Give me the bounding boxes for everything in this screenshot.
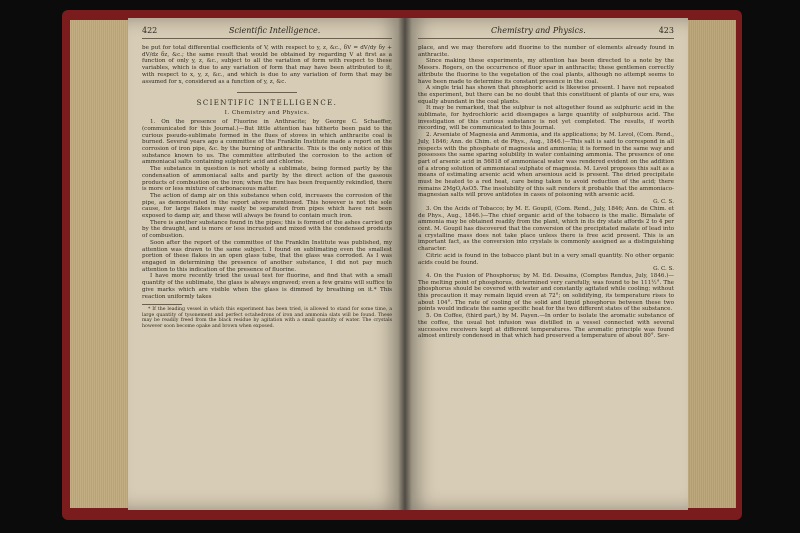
intro-paragraph: be put for total differential coefficients of V, with respect to y, z, &c., δV = dV/dy δy + dV/dz δz, &c.; the same result that would be obtained by regarding V at first as a function of only y, z, &c., subject to all the variation of form with respect to these variables, which is due to any variation of form that may have been attributed to it, with respect to x, y, z, &c., and which is due to any variation of form that may be assumed for x, considered as a function of y, z, &c. bbox=[142, 45, 392, 85]
footnote: * If the leading vessel in which this experiment has been tried, is allowed to stand for some time, a large quantity of tysonement and perfect octahedrons of iron and ammonia slats will be found. These may be readily freed from the black residue by agitation with a small quantity of water. The crystals however soon become opake and brown when exposed. bbox=[142, 307, 392, 329]
signature: G. C. S. bbox=[653, 199, 674, 206]
article-paragraph: place, and we may therefore add fluorine to the number of elements already found in anthracite. bbox=[418, 45, 674, 58]
page-edges-right bbox=[686, 20, 736, 508]
article-paragraph: 2. Arseniate of Magnesia and Ammonia, and its applications; by M. Levol, (Com. Rend., July, 1846; Ann. de Chim. et de Phys., Aug., 1846.)—This salt is said to correspond in all respects with the phosphate of magnesia and ammonia; it is formed in the same way and possesses the same sparing solubility in water containing ammonia. The presence of one part of arsenic acid in 56818 of ammoniacal water was rendered evident on the addition of a strong solution of ammoniacal sulphate of magnesia. M. Levol proposes this salt as a means of estimating arsenic acid when arsenious acid is present. The dried precipitate must be heated to a red heat, care being taken to avoid reduction of the acid; there remains 2MgO,AsO5. The insolubility of this salt renders it probable that the ammoniaco-magnesian salts will prove antidotes in cases of poisoning with arsenic acid. bbox=[418, 132, 674, 199]
article-paragraph: Soon after the report of the committee of the Franklin Institute was published, my attention was drawn to the same subject. I found on sublimating even the smallest portion of these flakes in an open glass tube, that the glass was corroded. As I was engaged in determining the presence of another substance, I did not pay much attention to this indication of the presence of fluorine. bbox=[142, 239, 392, 273]
article-paragraph: 3. On the Acids of Tobacco; by M. E. Goupil, (Com. Rend., July, 1846; Ann. de Chim. et de Phys., Aug., 1846.)—The chief organic acid of the tobacco is the malic. Bimalate of ammonia may be obtained readily from the plant, which in its dry state affords 2 to 4 per cent. M. Goupil has discovered that the conversion of the precipitated malate of lead into a crystalline mass does not take place unless there is free acid present. This is an important fact, as the conversion into crystals is commonly assigned as a distinguishing character. bbox=[418, 205, 674, 253]
article-paragraph: It may be remarked, that the sulphur is not altogether found as sulphuric acid in the sublimate, for hydrochloric acid disengages a large quantity of sulphurous acid. The investigation of this curious substance is not yet completed. The results, if worth recording, will be communicated to this Journal. bbox=[418, 105, 674, 132]
article-paragraph: The substance in question is not wholly a sublimate, being formed partly by the condensation of ammoniacal salts and partly by the direct action of the gaseous products of combustion on the iron; when the fire has been frequently rekindled, there is more or less mixture of carbonaceous matter. bbox=[142, 166, 392, 193]
left-running-title: Scientific Intelligence. bbox=[229, 26, 321, 35]
article-paragraph: The action of damp air on this substance when cold, increases the corrosion of the pipe, as demonstrated in the report above mentioned. This however is not the sole cause, for large flakes may easily be separated from pipes which have not been exposed to damp air, and these will always be found to contain much iron. bbox=[142, 192, 392, 220]
left-page-number: 422 bbox=[142, 26, 158, 35]
article-paragraph: 1. On the presence of Fluorine in Anthracite; by George C. Schaeffer, (communicated for this Journal.)—But little attention has hitherto been paid to the curious pseudo-sublimate formed in the flues of stoves in which anthracite coal is burned. Several years ago a committee of the Franklin Institute made a report on the corrosion of iron pipe, &c. by the burning of anthracite. This is the only notice of this substance known to us. The committee attributed the corrosion to the action of ammoniacal salts containing sulphuric acid and chlorine. bbox=[142, 119, 392, 166]
page-edges-left bbox=[70, 20, 132, 508]
article-paragraph: 4. On the Fusion of Phosphorus; by M. Ed. Desains, (Comptes Rendus, July, 1846.)—The melting point of phosphorus, determined very carefully, was found to be 111½°. The phosphorus should be covered with water and constantly agitated while cooling; without this precaution it may remain liquid even at 72°; on solidifying, its temperature rises to about 104°. The rate of cooling of the solid and liquid phosphorus between these two points would indicate the same specific heat for the two different states of the substance. bbox=[418, 272, 674, 313]
left-page bbox=[128, 18, 406, 510]
article-paragraph: 5. On Coffee, (third part,) by M. Payen.—In order to isolate the aromatic substance of the coffee, the usual hot infusion was distilled in a vessel connected with several successive receivers kept at different temperatures. The aromatic principle was found almost entirely condensed in that which had preserved a temperature of about 80°. Sev- bbox=[418, 313, 674, 340]
article-paragraph: Since making these experiments, my attention has been directed to a note by the Messrs. Rogers, on the occurrence of fluor spar in anthracite; these gentlemen correctly attribute the fluorine to the vegetation of the coal plants, although no attempt seems to have been made to determine its constant presence in the coal. bbox=[418, 58, 674, 85]
book-gutter bbox=[398, 18, 412, 510]
left-page-header bbox=[142, 26, 392, 39]
section-title: SCIENTIFIC INTELLIGENCE. bbox=[196, 99, 338, 108]
right-page-number: 423 bbox=[658, 26, 674, 35]
right-running-title: Chemistry and Physics. bbox=[490, 26, 586, 35]
article-paragraph: Citric acid is found in the tobacco plant but in a very small quantity. No other organic acids could be found. bbox=[418, 252, 674, 266]
footnote-rule bbox=[142, 304, 182, 305]
article-paragraph: There is another substance found in the pipes; this is formed of the ashes carried up by the draught, and is more or less incrusted and mixed with the condensed products of combustion. bbox=[142, 219, 392, 240]
section-divider bbox=[237, 92, 297, 93]
right-page-header bbox=[418, 26, 674, 39]
right-page bbox=[404, 18, 688, 510]
article-paragraph: I have more recently tried the usual test for fluorine, and find that with a small quantity of the sublimate, the glass is always engraved; even a few grains will suffice to give marks which are visible when the glass is dimmed by breathing on it.* This reaction uniformly takes bbox=[142, 273, 392, 300]
section-subtitle: I. Chemistry and Physics. bbox=[224, 110, 310, 117]
article-paragraph: A single trial has shown that phosphoric acid is likewise present. I have not repeated the experiment, but there can be no doubt that this constituent of plants of our era, was equally abundant in the coal plants. bbox=[418, 85, 674, 105]
signature: G. C. S. bbox=[653, 266, 674, 273]
